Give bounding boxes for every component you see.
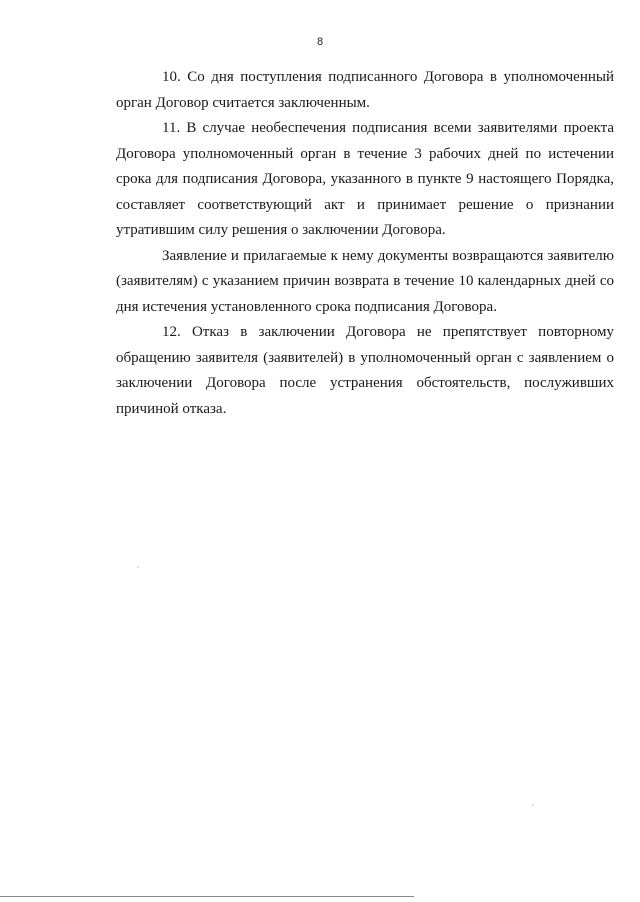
- scan-speck: [137, 566, 139, 568]
- paragraph-12: 12. Отказ в заключении Договора не препятствует повторному обращению заявителя (заявителей) в уполномоченный орган с заявлением о заключении Договора после устранения обстоятельств, послуживших причиной отказа.: [116, 324, 614, 417]
- paragraph-11: 11. В случае необеспечения подписания всеми заявителями проекта Договора уполномоченный орган в течение 3 рабочих дней по истечении срока для подписания Договора, указанного в пункте 9 настоящего Порядка, составляет соответствующий акт и принимает решение о признании утратившим силу решения о заключении Договора.: [116, 120, 614, 238]
- scan-speck: [532, 804, 534, 806]
- page-number: 8: [316, 36, 324, 48]
- paragraph-10: 10. Со дня поступления подписанного Договора в уполномоченный орган Договор считается заключенным.: [116, 69, 614, 111]
- document-body: [116, 65, 614, 422]
- paragraph-11-continuation: Заявление и прилагаемые к нему документы возвращаются заявителю (заявителям) с указанием причин возврата в течение 10 календарных дней со дня истечения установленного срока подписания Договора.: [116, 247, 614, 315]
- bottom-rule: [0, 896, 414, 897]
